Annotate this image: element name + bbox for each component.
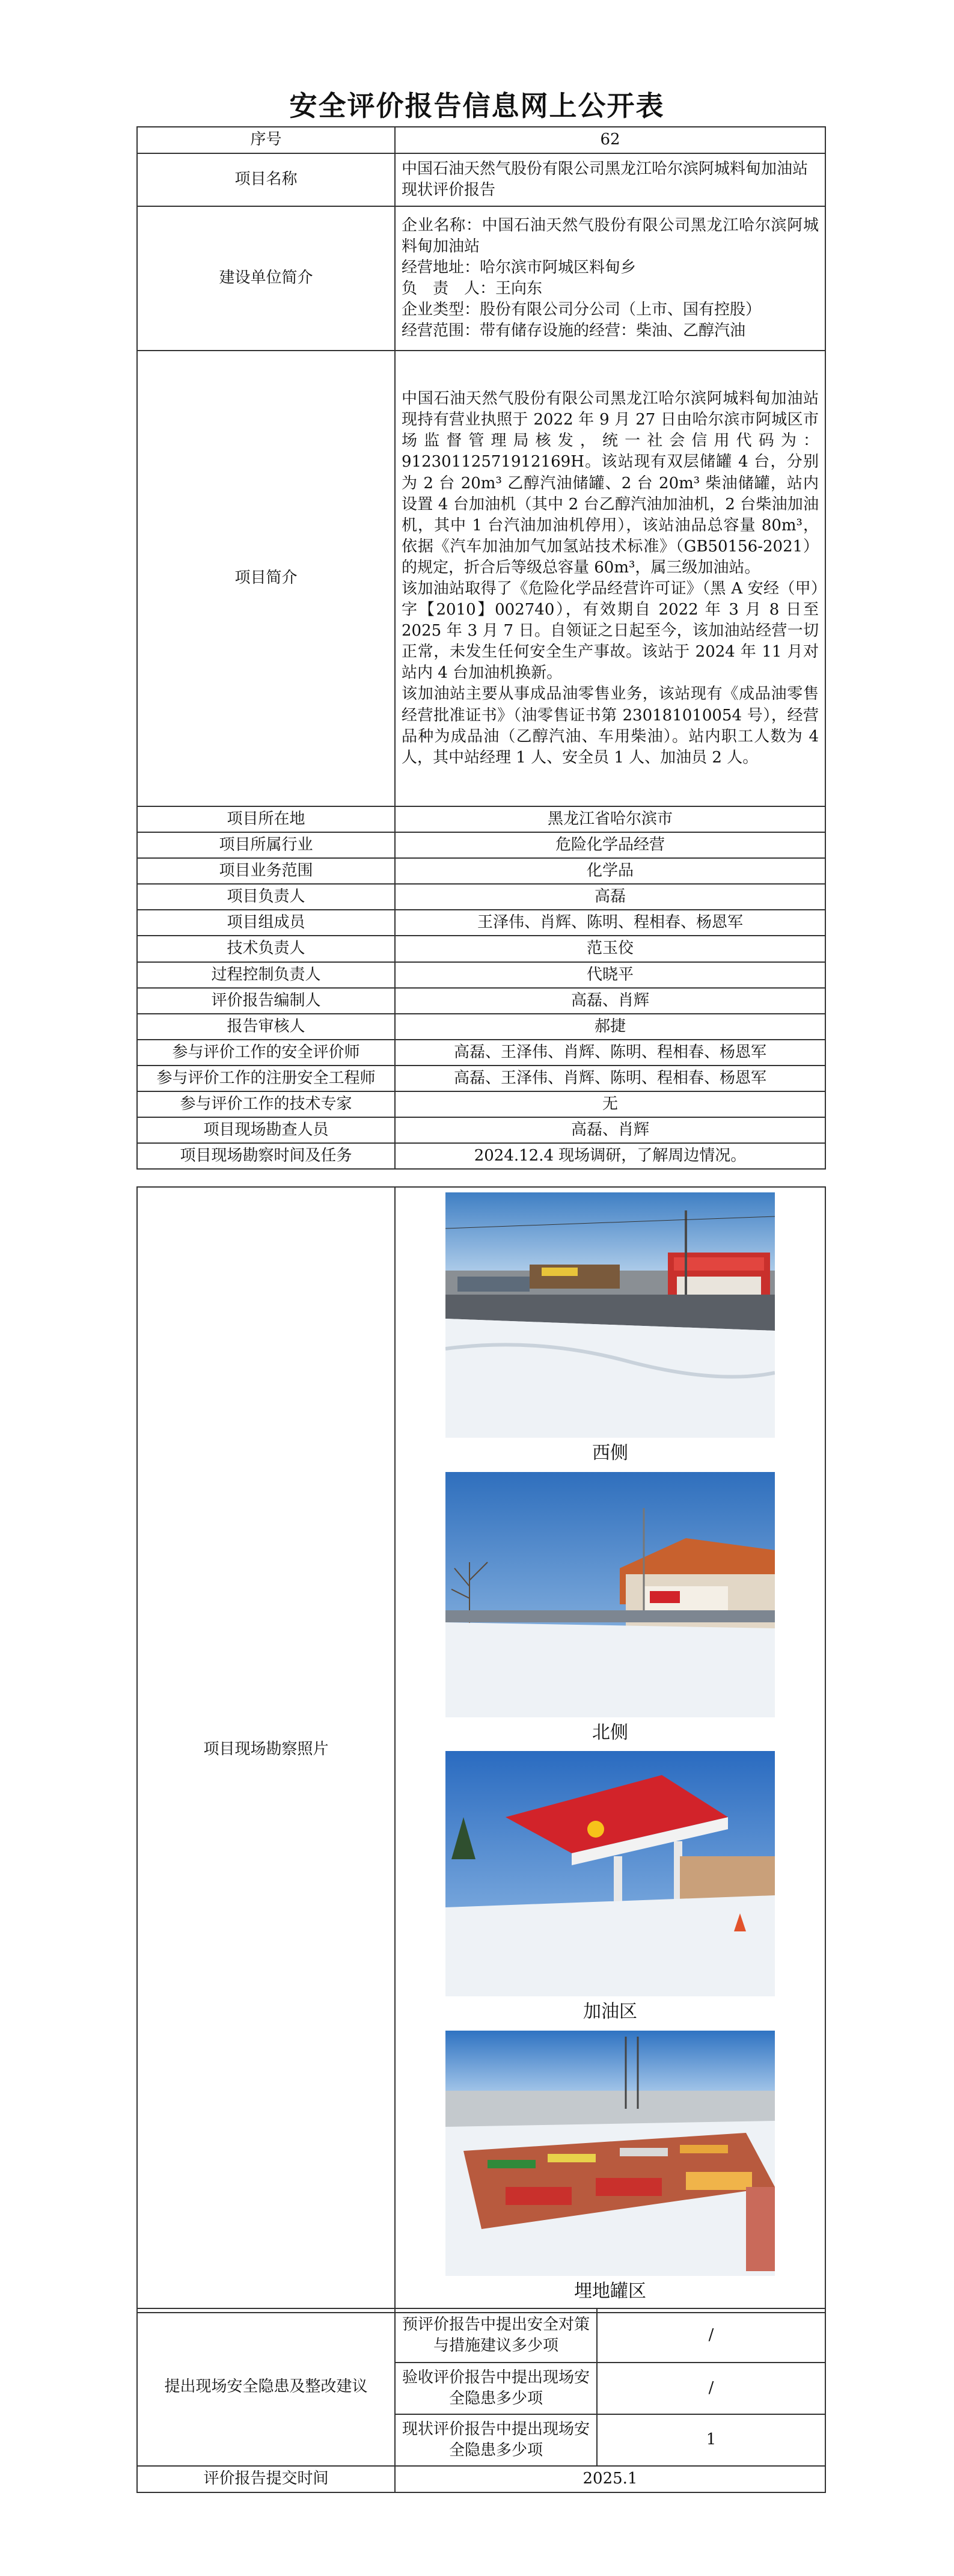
row-label: 项目负责人 [137, 884, 395, 910]
hazard-question: 现状评价报告中提出现场安全隐患多少项 [395, 2414, 597, 2466]
photo-caption: 埋地罐区 [574, 2280, 646, 2302]
row-label: 项目现场勘察时间及任务 [137, 1143, 395, 1169]
photo-cell [395, 1187, 825, 2313]
row-label: 项目业务范围 [137, 858, 395, 884]
photo-caption: 北侧 [592, 1722, 628, 1743]
hazard-value: / [597, 2308, 825, 2363]
row-project-leader [137, 884, 825, 910]
row-value: 王泽伟、肖辉、陈明、程相春、杨恩军 [395, 910, 825, 936]
row-value: 高磊、肖辉 [395, 1117, 825, 1143]
row-value: 范玉佼 [395, 936, 825, 961]
intro-paragraph: 该加油站取得了《危险化学品经营许可证》（黑 A 安经（甲）字【2010】002740），有效期自 2022 年 3 月 8 日至 2025 年 3 月 7 日。自领证之日起至今，该加油站经营一切正常，未发生任何安全生产事故。该站于 2024 年 11 月对站内 4 台加油机换新。 [402, 580, 819, 682]
row-value: 高磊、王泽伟、肖辉、陈明、程相春、杨恩军 [395, 1066, 825, 1091]
row-value: 高磊、王泽伟、肖辉、陈明、程相春、杨恩军 [395, 1040, 825, 1066]
row-label: 参与评价工作的技术专家 [137, 1091, 395, 1117]
row-value: 危险化学品经营 [395, 832, 825, 858]
row-label: 序号 [137, 127, 395, 153]
company-name: 企业名称：中国石油天然气股份有限公司黑龙江哈尔滨阿城料甸加油站 [402, 216, 819, 256]
submit-value: 2025.1 [395, 2466, 825, 2492]
building-photo [445, 1472, 775, 1717]
photo-west [445, 1192, 775, 1466]
street-photo [445, 1192, 775, 1438]
row-registered-engineers [137, 1066, 825, 1091]
hazard-value: 1 [597, 2414, 825, 2466]
photo-table [136, 1186, 826, 2313]
row-label: 参与评价工作的注册安全工程师 [137, 1066, 395, 1091]
row-tech-leader [137, 936, 825, 961]
row-project-intro [137, 351, 825, 806]
row-label: 参与评价工作的安全评价师 [137, 1040, 395, 1066]
photo-north [445, 1472, 775, 1746]
row-site-inspectors [137, 1117, 825, 1143]
row-value: 郝捷 [395, 1014, 825, 1040]
row-label: 评价报告编制人 [137, 988, 395, 1014]
row-label: 项目所属行业 [137, 832, 395, 858]
company-address: 经营地址：哈尔滨市阿城区料甸乡 [402, 258, 637, 277]
row-report-reviewer [137, 1014, 825, 1040]
row-tech-experts [137, 1091, 825, 1117]
row-business-scope [137, 858, 825, 884]
row-value: 高磊 [395, 884, 825, 910]
row-label: 项目所在地 [137, 806, 395, 832]
row-value: 高磊、肖辉 [395, 988, 825, 1014]
row-value [395, 206, 825, 351]
hazard-question: 预评价报告中提出安全对策与措施建议多少项 [395, 2308, 597, 2363]
row-project-name [137, 153, 825, 206]
hazard-row [137, 2308, 825, 2363]
canopy-photo [445, 1751, 775, 1996]
hazards-label: 提出现场安全隐患及整改建议 [137, 2308, 395, 2466]
info-table [136, 126, 826, 1170]
intro-paragraph: 该加油站主要从事成品油零售业务，该站现有《成品油零售经营批准证书》（油零售证书第 230181010054 号），经营品种为成品油（乙醇汽油、车用柴油）。站内职工人数为 4 人，其中站经理 1 人、安全员 1 人、加油员 2 人。 [402, 685, 819, 767]
row-value: 黑龙江省哈尔滨市 [395, 806, 825, 832]
row-label: 技术负责人 [137, 936, 395, 961]
hazard-value: / [597, 2363, 825, 2414]
photo-tank-area [445, 2031, 775, 2304]
photo-caption: 加油区 [583, 2001, 637, 2022]
intro-paragraph: 中国石油天然气股份有限公司黑龙江哈尔滨阿城料甸加油站现持有营业执照于 2022 年 9 月 27 日由哈尔滨市阿城区市场监督管理局核发，统一社会信用代码为：91230112571912169H。该站现有双层储罐 4 台，分别为 2 台 20m³ 乙醇汽油储罐、2 台 20m³ 柴油储罐，站内设置 4 台加油机（其中 2 台乙醇汽油加油机，2 台柴油加油机，其中 1 台汽油加油机停用），该站油品总容量 80m³，依据《汽车加油加气加氢站技术标准》（GB50156-2021）的规定，折合后等级总容量 60m³，属三级加油站。 [402, 390, 819, 577]
company-scope: 经营范围：带有储存设施的经营：柴油、乙醇汽油 [402, 322, 746, 340]
photos-label: 项目现场勘察照片 [137, 1187, 395, 2313]
row-team-members [137, 910, 825, 936]
row-label: 建设单位简介 [137, 206, 395, 351]
photo-row [137, 1187, 825, 2313]
company-leader: 负 责 人：王向东 [402, 280, 543, 298]
row-label: 项目组成员 [137, 910, 395, 936]
submit-row [137, 2466, 825, 2492]
row-serial [137, 127, 825, 153]
page-title: 安全评价报告信息网上公开表 [289, 90, 665, 122]
row-report-author [137, 988, 825, 1014]
submit-label: 评价报告提交时间 [137, 2466, 395, 2492]
row-value: 化学品 [395, 858, 825, 884]
row-value [395, 351, 825, 806]
row-safety-evaluators [137, 1040, 825, 1066]
row-label: 项目简介 [137, 351, 395, 806]
row-value: 代晓平 [395, 962, 825, 988]
row-label: 项目名称 [137, 153, 395, 206]
tank-area-photo [445, 2031, 775, 2276]
company-type: 企业类型：股份有限公司分公司（上市、国有控股） [402, 301, 762, 319]
row-location [137, 806, 825, 832]
row-value: 无 [395, 1091, 825, 1117]
row-industry [137, 832, 825, 858]
row-label: 过程控制负责人 [137, 962, 395, 988]
photo-caption: 西侧 [592, 1443, 628, 1464]
row-value: 2024.12.4 现场调研，了解周边情况。 [395, 1143, 825, 1169]
row-process-control [137, 962, 825, 988]
photo-fuel-area [445, 1751, 775, 2025]
hazard-question: 验收评价报告中提出现场安全隐患多少项 [395, 2363, 597, 2414]
row-value: 62 [395, 127, 825, 153]
row-site-survey [137, 1143, 825, 1169]
row-label: 报告审核人 [137, 1014, 395, 1040]
row-label: 项目现场勘查人员 [137, 1117, 395, 1143]
row-company-intro [137, 206, 825, 351]
row-value: 中国石油天然气股份有限公司黑龙江哈尔滨阿城料甸加油站现状评价报告 [395, 153, 825, 206]
hazard-table [136, 2308, 826, 2493]
